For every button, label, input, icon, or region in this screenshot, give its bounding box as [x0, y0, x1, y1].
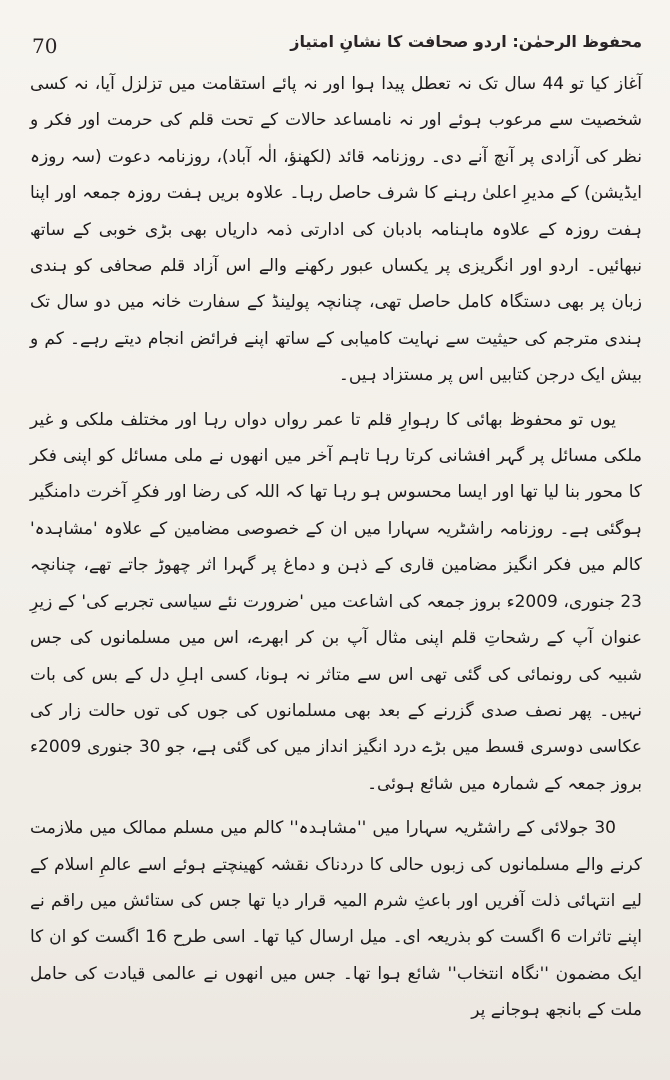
running-title: محفوظ الرحمٰن: اردو صحافت کا نشانِ امتیاز	[290, 32, 642, 51]
paragraph: 30 جولائی کے راشٹریہ سہارا میں ''مشاہدہ'' کالم میں مسلم ممالک میں ملازمت کرنے والے مسلمانوں کی زبوں حالی کا دردناک نقشہ کھینچتے ہوئے اسے عالمِ اسلام کے لیے انتہائی ذلت آفریں اور باعثِ شرم المیہ قرار دیا تھا جس کی ستائش میں راقم نے اپنے تاثرات 6 اگست کو بذریعہ ای۔ میل ارسال کیا تھا۔ اسی طرح 16 اگست کو ان کا ایک مضمون ''نگاہ انتخاب'' شائع ہوا تھا۔ جس میں انھوں نے عالمی قیادت کی حامل ملت کے بانجھ ہوجانے پر	[30, 818, 642, 1021]
paragraph: آغاز کیا تو 44 سال تک نہ تعطل پیدا ہوا اور نہ پائے استقامت میں تزلزل آیا، نہ کسی شخصیت سے مرعوب ہوئے اور نہ نامساعد حالات کے تحت قلم کی حرمت اور فکر و نظر کی آزادی پر آنچ آنے دی۔ روزنامہ قائد (لکھنؤ، الٰہ آباد)، روزنامہ دعوت (سہ روزہ ایڈیشن) کے مدیرِ اعلیٰ رہنے کا شرف حاصل رہا۔ علاوہ بریں ہفت روزہ جمعہ اور اپنا ہفت روزہ کے علاوہ ماہنامہ بادبان کی ادارتی ذمہ داریاں بھی بڑی خوبی کے ساتھ نبھائیں۔ اردو اور انگریزی پر یکساں عبور رکھنے والے اس آزاد قلم صحافی کو ہندی زبان پر بھی دستگاہ کامل حاصل تھی، چنانچہ پولینڈ کے سفارت خانہ میں دو سال تک ہندی مترجم کی حیثیت سے نہایت کامیابی کے ساتھ اپنے فرائض انجام دیتے رہے۔ کم و بیش ایک درجن کتابیں اس پر مستزاد ہیں۔	[30, 74, 642, 386]
page-number: 70	[32, 34, 58, 58]
page-header	[28, 28, 642, 62]
paragraph: یوں تو محفوظ بھائی کا رہوارِ قلم تا عمر رواں دواں رہا اور مختلف ملکی و غیر ملکی مسائل پر گہر افشانی کرتا رہا تاہم آخر میں انھوں نے ملی مسائل کو اپنی فکر کا محور بنا لیا تھا اور ایسا محسوس ہو رہا تھا کہ اللہ کی رضا اور فکرِ آخرت دامنگیر ہوگئی ہے۔ روزنامہ راشٹریہ سہارا میں ان کے خصوصی مضامین کے علاوہ 'مشاہدہ' کالم میں فکر انگیز مضامین قاری کے ذہن و دماغ پر گہرا اثر چھوڑ جاتے تھے، چنانچہ 23 جنوری، 2009ء بروز جمعہ کی اشاعت میں 'ضرورت نئے سیاسی تجربے کی' کے زیرِ عنوان آپ کے رشحاتِ قلم اپنی مثال آپ بن کر ابھرے، اس میں مسلمانوں کی جس شبیہ کی رونمائی کی گئی تھی اس سے متاثر نہ ہونا، کسی اہلِ دل کے بس کی بات نہیں۔ پھر نصف صدی گزرنے کے بعد بھی مسلمانوں کی جوں کی توں حالت زار کی عکاسی دوسری قسط میں بڑے درد انگیز انداز میں کی گئی ہے، جو 30 جنوری 2009ء بروز جمعہ کے شمارہ میں شائع ہوئی۔	[30, 409, 643, 794]
body-text	[30, 66, 642, 1040]
